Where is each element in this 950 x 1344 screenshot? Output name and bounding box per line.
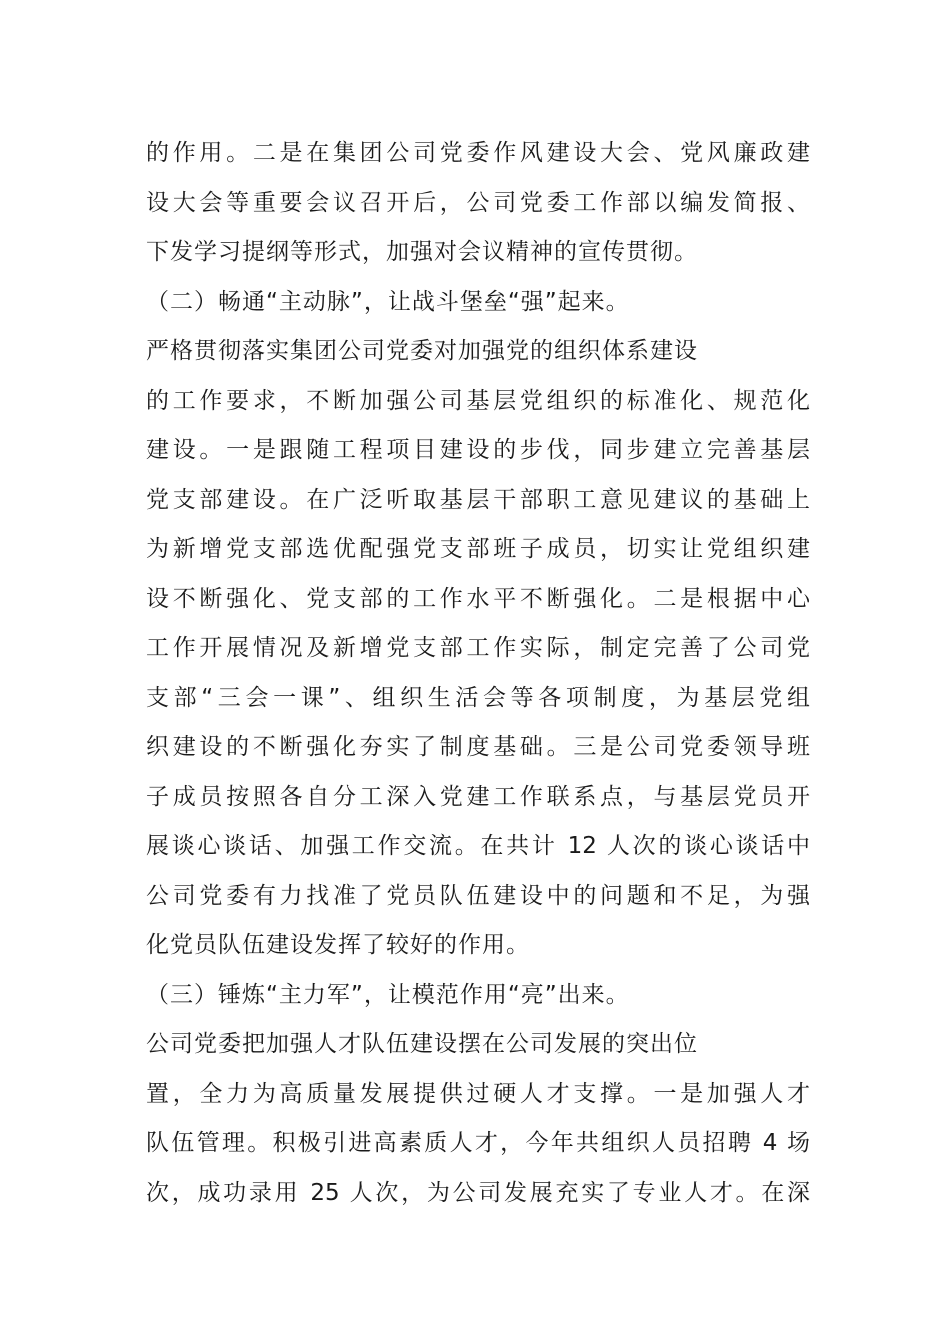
paragraph-line-16: 公司党委有力找准了党员队伍建设中的问题和不足，为强 xyxy=(146,882,810,909)
paragraph-line-3: 下发学习提纲等形式，加强对会议精神的宣传贯彻。 xyxy=(146,239,698,265)
paragraph-line-17: 化党员队伍建设发挥了较好的作用。 xyxy=(146,932,530,958)
paragraph-line-21: 队伍管理。积极引进高素质人才，今年共组织人员招聘 4 场 xyxy=(146,1130,810,1156)
section-heading-2: （二）畅通“主动脉”，让战斗堡垒“强”起来。 xyxy=(146,288,630,315)
paragraph-line-22: 次，成功录用 25 人次，为公司发展充实了专业人才。在深 xyxy=(146,1179,810,1206)
paragraph-line-1: 的作用。二是在集团公司党委作风建设大会、党风廉政建 xyxy=(146,140,810,166)
paragraph-line-12: 支部“三会一课”、组织生活会等各项制度，为基层党组 xyxy=(146,684,810,711)
paragraph-line-6: 的工作要求，不断加强公司基层党组织的标准化、规范化 xyxy=(146,387,810,414)
paragraph-line-20: 置，全力为高质量发展提供过硬人才支撑。一是加强人才 xyxy=(146,1080,810,1107)
paragraph-line-7: 建设。一是跟随工程项目建设的步伐，同步建立完善基层 xyxy=(146,437,810,463)
paragraph-line-13: 织建设的不断强化夯实了制度基础。三是公司党委领导班 xyxy=(146,734,810,760)
paragraph-line-5: 严格贯彻落实集团公司党委对加强党的组织体系建设 xyxy=(146,338,698,364)
paragraph-line-10: 设不断强化、党支部的工作水平不断强化。二是根据中心 xyxy=(146,585,810,612)
document-body xyxy=(146,133,810,1222)
section-heading-3: （三）锤炼“主力军”，让模范作用“亮”出来。 xyxy=(146,981,630,1008)
paragraph-line-8: 党支部建设。在广泛听取基层干部职工意见建议的基础上 xyxy=(146,486,810,513)
paragraph-line-9: 为新增党支部选优配强党支部班子成员，切实让党组织建 xyxy=(146,536,810,562)
paragraph-line-14: 子成员按照各自分工深入党建工作联系点，与基层党员开 xyxy=(146,783,810,810)
paragraph-line-19: 公司党委把加强人才队伍建设摆在公司发展的突出位 xyxy=(146,1031,698,1057)
paragraph-line-15: 展谈心谈话、加强工作交流。在共计 12 人次的谈心谈话中 xyxy=(146,833,810,859)
paragraph-line-11: 工作开展情况及新增党支部工作实际，制定完善了公司党 xyxy=(146,635,810,661)
paragraph-line-2: 设大会等重要会议召开后，公司党委工作部以编发简报、 xyxy=(146,189,810,216)
